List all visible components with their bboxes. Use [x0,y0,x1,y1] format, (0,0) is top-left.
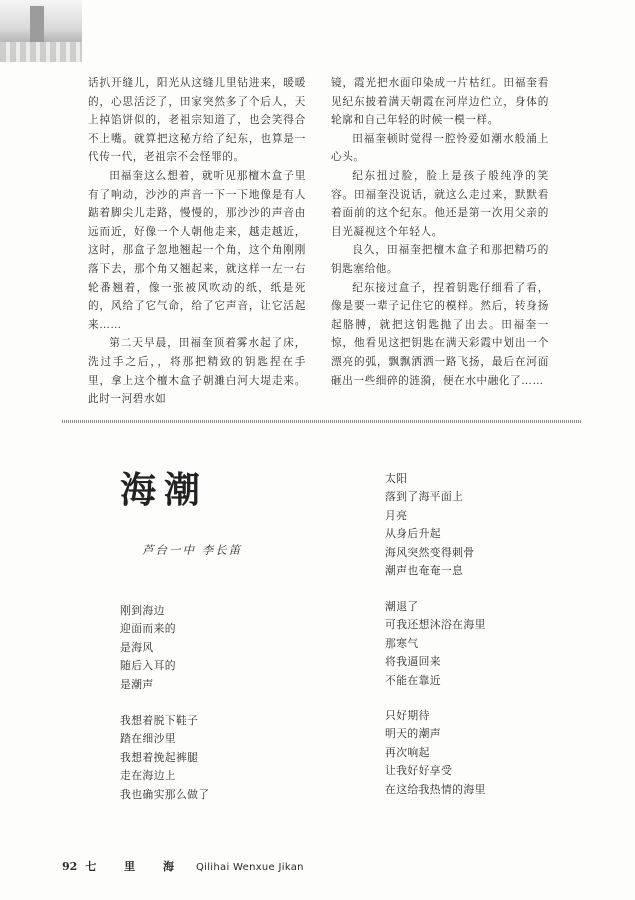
poem-line: 走在海边上 [120,769,176,783]
story-paragraph: 纪东扭过脸，脸上是孩子般纯净的笑容。田福奎没说话，就这么走过来，默默看着面前的这个纪东。他还是第一次用父亲的目光凝视这个年轻人。 [331,169,549,238]
poem-line: 是潮声 [120,677,154,691]
poem-line: 那寒气 [385,636,419,650]
section-divider [62,420,582,423]
story-paragraph: 镜，霞光把水面印染成一片枯红。田福奎看见纪东披着满天朝霞在河岸边伫立，身体的轮廓和自己年轻的时候一模一样。 [331,77,549,127]
poem-title: 海潮 [120,470,209,511]
poem-stanza [385,470,475,580]
poem-line: 可我还想沐浴在海里 [385,618,486,632]
poem-line: 迎面而来的 [120,622,176,636]
magazine-name-cn: 七 里 海 [85,860,186,873]
poem-line: 不能在靠近 [385,673,441,687]
story-paragraph: 纪东接过盒子，捏着钥匙仔细看了看，像是要一辈子记住它的模样。然后，转身扬起胳膊，就把这钥匙抛了出去。田福奎一惊，他看见这把钥匙在满天彩霞中划出一个漂亮的弧，飘飘洒洒一路飞扬，最后在河面砸出一些细碎的涟漪，便在水中融化了…… [331,281,549,387]
poem-line: 从身后升起 [385,527,441,541]
poem-line: 随后入耳的 [120,659,176,673]
poem-line: 刚到海边 [120,604,165,617]
poem-line: 再次响起 [385,745,430,759]
story-paragraph: 第二天早晨，田福奎顶着雾水起了床，洗过手之后，，将那把精致的钥匙捏在手里，拿上这个檀木盒子朝濉白河大堤走来。此时一河碧水如 [88,337,306,406]
sea-waves [0,42,82,62]
poem-line: 潮声也奄奄一息 [385,564,464,578]
story-right-column [331,74,549,390]
poem-line: 潮退了 [385,600,419,613]
story-paragraph: 良久，田福奎把檀木盒子和那把精巧的钥匙塞给他。 [331,244,549,275]
poem-line: 我想着挽起裤腿 [120,750,199,764]
poem-author: 芦台一中 李长笛 [142,543,243,557]
story-paragraph: 话扒开缝儿，阳光从这缝儿里钻进来，暖暖的，心思活泛了，田家突然多了个后人，天上掉馅饼似的，老祖宗知道了，也会笑得合不上嘴。就算把这秘方给了纪东，也算是一代传一代，老祖宗不会怪罪的。 [88,77,306,164]
poem-line: 落到了海平面上 [385,490,464,504]
poem-line: 海风突然变得刺骨 [385,545,475,559]
poem-line: 只好期待 [385,709,430,722]
poem-stanza [120,602,176,694]
poem-line: 踏在细沙里 [120,732,176,746]
story-left-column [88,74,306,409]
poem-line: 是海风 [120,640,154,654]
poem-stanza [120,712,210,804]
poem-line: 我想着脱下鞋子 [120,714,199,727]
story-paragraph: 田福奎这么想着，就听见那檀木盒子里有了响动，沙沙的声音一下一下地像是有人踮着脚尖儿走路，慢慢的，那沙沙的声音由远而近，好像一个人朝他走来，越走越近，这时，那盒子忽地翘起一个角，这个角刚刚落下去，那个角又翘起来，就这样一左一右轮番翘着，像一张被风吹动的纸，纸是死的，风给了它气命，给了它声音，让它活起来…… [88,169,306,331]
poem-line: 明天的潮声 [385,727,441,741]
poem-line: 让我好好享受 [385,764,453,778]
story-paragraph: 田福奎顿时觉得一腔怜爱如潮水般涌上心头。 [331,132,549,164]
poem-line: 在这给我热情的海里 [385,782,486,796]
magazine-name-en: Qilihai Wenxue Jikan [195,862,304,873]
corner-decorative-photo [0,0,82,62]
poem-line: 将我逼回来 [385,655,441,669]
page-number: 92 [62,860,78,873]
poem-line: 月亮 [385,508,408,522]
poem-stanza [385,598,486,690]
poem-line: 太阳 [385,472,408,485]
page-footer [62,858,304,874]
poem-stanza [385,707,486,799]
poem-line: 我也确实那么做了 [120,787,210,801]
